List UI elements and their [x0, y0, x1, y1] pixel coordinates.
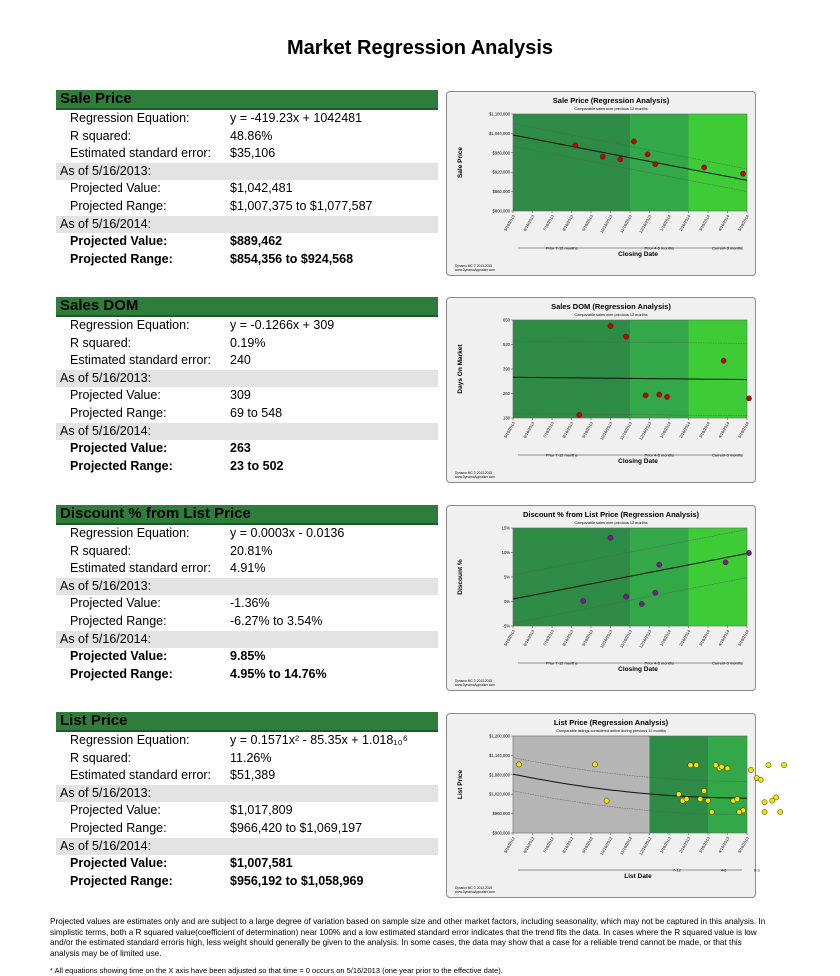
- y-tick-label: $920,000: [492, 169, 510, 175]
- data-point: [737, 809, 742, 814]
- stat-label: As of 5/16/2014:: [60, 216, 152, 231]
- y-tick-label: $960,000: [492, 811, 510, 817]
- date-band-row: [56, 838, 438, 856]
- x-tick-label: 10/16/2012: [599, 836, 614, 856]
- data-point: [741, 171, 746, 176]
- stat-label: Projected Range:: [70, 873, 173, 888]
- stat-label: Projected Value:: [70, 388, 161, 403]
- y-axis-label: List Price: [457, 769, 464, 800]
- data-point: [709, 809, 714, 814]
- stat-label: Estimated standard error:: [70, 768, 212, 783]
- chart-credit-url: www.DynamoAppraiser.com: [455, 890, 495, 894]
- chart-title: List Price (Regression Analysis): [553, 718, 669, 727]
- x-axis-label: Closing Date: [618, 251, 658, 258]
- zone-legend-label: Prior 7-12 months: [545, 452, 578, 458]
- stat-row: [56, 440, 438, 458]
- chart-title: Sale Price (Regression Analysis): [552, 96, 670, 105]
- x-tick-label: 6/16/2013: [522, 629, 536, 647]
- x-tick-label: 7/16/2013: [541, 214, 555, 232]
- y-tick-label: $1,020,000: [489, 791, 510, 797]
- x-tick-label: 10/16/2013: [599, 421, 614, 441]
- page-title: Market Regression Analysis: [286, 37, 554, 59]
- x-tick-label: 6/16/2013: [522, 214, 536, 232]
- date-band-row: [56, 163, 438, 181]
- sales-dom-section: [56, 297, 438, 475]
- stat-row: [56, 405, 438, 423]
- data-point: [618, 157, 623, 162]
- stat-value: $956,192 to $1,058,969: [230, 873, 364, 888]
- zone-legend-label: 4-6: [720, 867, 727, 873]
- stat-label: Projected Value:: [70, 234, 168, 249]
- x-tick-label: 2/16/2014: [678, 421, 692, 439]
- x-tick-label: 5/16/2012: [502, 836, 516, 854]
- stat-label: Estimated standard error:: [70, 146, 212, 161]
- stat-value: y = 0.1571x² - 85.35x + 1.018₁₀⁶: [230, 733, 408, 747]
- stat-row: [56, 335, 438, 353]
- y-tick-label: 650: [503, 317, 510, 323]
- data-point: [516, 762, 521, 767]
- x-tick-label: 1/16/2013: [658, 836, 672, 854]
- x-tick-label: 11/16/2013: [618, 214, 633, 234]
- section-heading-text: Discount % from List Price: [60, 505, 251, 522]
- stat-value: 4.95% to 14.76%: [230, 666, 327, 681]
- stat-row: [56, 802, 438, 820]
- stat-row: [56, 525, 438, 543]
- data-point: [657, 392, 662, 397]
- stat-label: As of 5/16/2013:: [60, 578, 152, 593]
- section-heading-text: Sale Price: [60, 90, 132, 107]
- stat-label: As of 5/16/2013:: [60, 370, 152, 385]
- stat-label: Projected Range:: [70, 251, 173, 266]
- section-heading: [56, 505, 438, 525]
- stat-label: Projected Range:: [70, 405, 167, 420]
- stat-label: Projected Value:: [70, 596, 161, 611]
- data-point: [624, 334, 629, 339]
- y-tick-label: 10%: [501, 550, 510, 555]
- chart-title: Discount % from List Price (Regression Analysis): [522, 510, 700, 519]
- stat-value: y = -0.1266x + 309: [230, 318, 335, 332]
- data-point: [604, 798, 609, 803]
- stat-label: Regression Equation:: [70, 733, 190, 747]
- stat-label: Regression Equation:: [70, 318, 190, 332]
- stat-label: R squared:: [70, 128, 132, 143]
- data-point: [608, 323, 613, 328]
- disclaimer-text: Projected values are estimates only and are subject to a large degree of variation based on sample size and other market factors, including seasonality, which may not be captured in this analysis. In simplistic terms, both a R squared value(coefficient of determination) near 100% and a low estimated standard error indicates that the trend fits the data. In cases where the R squared value is low and/or the estimated standard erroris high, less weight should generally be given to the analysis. In some cases, the data may show that a case for a reliable trend cannot be made, or that this analysis may be of limited use.: [50, 917, 766, 958]
- stat-value: 240: [230, 353, 251, 368]
- stat-row: [56, 198, 438, 216]
- stat-row: [56, 873, 438, 891]
- sales-dom-chart: [446, 297, 756, 483]
- data-point: [600, 154, 605, 159]
- y-tick-label: 5%: [503, 574, 510, 580]
- stat-row: [56, 458, 438, 476]
- data-point: [702, 165, 707, 170]
- chart-zone: [630, 114, 689, 211]
- data-point: [608, 535, 613, 540]
- y-tick-label: 130: [503, 415, 510, 421]
- stat-row: [56, 387, 438, 405]
- x-tick-label: 5/16/2014: [736, 629, 750, 647]
- y-tick-label: $1,140,000: [489, 752, 510, 758]
- stat-row: [56, 750, 438, 768]
- x-tick-label: 4/16/2013: [717, 836, 731, 854]
- x-tick-label: 8/16/2012: [561, 836, 575, 854]
- footnote-text: * All equations showing time on the X axis have been adjusted so that time = 0 occurs on 5/16/2013 (one year prior to the effective date).: [50, 966, 503, 975]
- stat-value: $1,007,375 to $1,077,587: [230, 198, 373, 213]
- data-point: [657, 562, 662, 567]
- chart-zone: [630, 320, 689, 418]
- stat-label: Regression Equation:: [70, 526, 190, 540]
- stat-value: 69 to 548: [230, 405, 283, 420]
- stat-value: y = 0.0003x - 0.0136: [230, 526, 345, 540]
- chart-zone: [630, 528, 689, 626]
- chart-zone: [513, 114, 630, 211]
- zone-legend-label: Current-3 months: [711, 452, 744, 458]
- stat-value: $1,042,481: [230, 181, 293, 196]
- data-point: [746, 550, 751, 555]
- stat-value: $1,007,581: [230, 856, 293, 871]
- chart-subtitle: Comparable listings considered active during previous 12 months: [556, 729, 666, 733]
- data-point: [684, 796, 689, 801]
- data-point: [664, 394, 669, 399]
- x-tick-label: 7/16/2013: [541, 629, 555, 647]
- chart-credit-url: www.DynamoAppraiser.com: [455, 475, 495, 479]
- x-tick-label: 11/16/2013: [618, 629, 633, 649]
- stat-label: As of 5/16/2013:: [60, 785, 152, 800]
- stat-label: As of 5/16/2014:: [60, 423, 152, 438]
- x-tick-label: 12/16/2012: [638, 836, 653, 856]
- stat-row: [56, 128, 438, 146]
- zone-legend-label: Prior 4-6 months: [644, 452, 675, 458]
- data-point: [758, 777, 763, 782]
- data-point: [688, 763, 693, 768]
- date-band-row: [56, 631, 438, 649]
- stat-row: [56, 233, 438, 251]
- stat-label: Projected Range:: [70, 666, 173, 681]
- chart-zone: [689, 528, 748, 626]
- stat-row: [56, 145, 438, 163]
- y-tick-label: 390: [503, 366, 510, 372]
- zone-legend-label: Prior 4-6 months: [644, 245, 675, 251]
- y-tick-label: $1,200,000: [489, 733, 510, 739]
- sale-price-section: [56, 90, 438, 268]
- section-heading: [56, 297, 438, 317]
- stat-row: [56, 666, 438, 684]
- y-tick-label: 15%: [501, 525, 510, 531]
- data-point: [748, 767, 753, 772]
- stat-label: Regression Equation:: [70, 111, 190, 125]
- chart-zone-older: [513, 736, 650, 833]
- y-tick-label: -5%: [502, 623, 510, 629]
- zone-legend-label: Current-3 months: [711, 245, 744, 251]
- chart-svg: [447, 714, 760, 897]
- x-axis-label: Closing Date: [618, 458, 658, 465]
- stat-value: $51,389: [230, 768, 276, 783]
- stat-row: [56, 251, 438, 269]
- sale-price-chart: [446, 91, 756, 276]
- stat-value: 263: [230, 441, 251, 456]
- stat-row: [56, 352, 438, 370]
- chart-subtitle: Comparable sales over previous 12 months: [574, 107, 648, 111]
- data-point: [766, 763, 771, 768]
- x-tick-label: 4/16/2014: [717, 421, 731, 439]
- data-point: [721, 358, 726, 363]
- x-tick-label: 11/16/2012: [618, 836, 633, 856]
- data-point: [774, 795, 779, 800]
- date-band-row: [56, 423, 438, 441]
- stat-label: Projected Value:: [70, 649, 168, 664]
- stat-row: [56, 855, 438, 873]
- stat-row: [56, 595, 438, 613]
- x-tick-label: 12/16/2013: [638, 214, 653, 234]
- data-point: [762, 800, 767, 805]
- stat-row: [56, 732, 438, 750]
- stat-label: Projected Value:: [70, 441, 168, 456]
- zone-legend-label: Prior 7-12 months: [545, 660, 578, 666]
- data-point: [694, 763, 699, 768]
- stat-label: R squared:: [70, 750, 132, 765]
- data-point: [725, 766, 730, 771]
- x-tick-label: 8/16/2013: [561, 214, 575, 232]
- x-tick-label: 12/16/2013: [638, 421, 653, 441]
- x-tick-label: 3/16/2014: [697, 421, 711, 439]
- x-tick-label: 3/16/2014: [697, 629, 711, 647]
- x-tick-label: 2/16/2014: [678, 629, 692, 647]
- stat-row: [56, 180, 438, 198]
- data-point: [573, 143, 578, 148]
- stat-row: [56, 110, 438, 128]
- stat-label: As of 5/16/2013:: [60, 163, 152, 178]
- x-tick-label: 5/16/2013: [736, 836, 750, 854]
- stat-label: As of 5/16/2014:: [60, 631, 152, 646]
- date-band-row: [56, 578, 438, 596]
- y-tick-label: $860,000: [492, 189, 510, 195]
- y-tick-label: 260: [503, 391, 510, 396]
- stat-row: [56, 613, 438, 631]
- section-heading: [56, 712, 438, 732]
- data-point: [702, 788, 707, 793]
- x-tick-label: 2/16/2013: [678, 836, 692, 854]
- data-point: [653, 590, 658, 595]
- chart-credit: Dynamo MC © 2013-2015: [455, 264, 493, 268]
- stat-label: Estimated standard error:: [70, 561, 212, 576]
- chart-subtitle: Comparable sales over previous 12 months: [574, 521, 648, 525]
- stat-value: $966,420 to $1,069,197: [230, 820, 363, 835]
- stat-value: $854,356 to $924,568: [230, 251, 354, 266]
- x-tick-label: 10/16/2013: [599, 629, 614, 649]
- x-tick-label: 1/16/2014: [658, 629, 672, 647]
- x-tick-label: 12/16/2013: [638, 629, 653, 649]
- x-tick-label: 10/16/2013: [599, 214, 614, 234]
- x-tick-label: 6/16/2012: [522, 836, 536, 854]
- chart-zone: [708, 736, 747, 833]
- date-band-row: [56, 785, 438, 803]
- data-point: [762, 809, 767, 814]
- data-point: [631, 139, 636, 144]
- data-point: [643, 393, 648, 398]
- stat-row: [56, 767, 438, 785]
- stat-value: -6.27% to 3.54%: [230, 613, 323, 628]
- stat-value: $889,462: [230, 234, 283, 249]
- y-tick-label: 0%: [503, 599, 510, 604]
- x-tick-label: 1/16/2014: [658, 214, 672, 232]
- x-tick-label: 11/16/2013: [618, 421, 633, 441]
- zone-legend-label: 0-3: [753, 867, 760, 873]
- stat-label: Projected Value:: [70, 856, 168, 871]
- x-tick-label: 1/16/2014: [658, 421, 672, 439]
- stat-value: 23 to 502: [230, 458, 284, 473]
- y-tick-label: $800,000: [492, 208, 510, 214]
- section-heading-text: Sales DOM: [60, 297, 139, 314]
- x-tick-label: 5/16/2014: [736, 421, 750, 439]
- stat-value: $1,017,809: [230, 803, 293, 818]
- chart-svg: [447, 298, 755, 482]
- data-point: [719, 764, 724, 769]
- y-tick-label: $1,080,000: [489, 772, 510, 778]
- x-axis-label: Closing Date: [618, 666, 658, 673]
- data-point: [639, 601, 644, 606]
- x-tick-label: 8/16/2013: [561, 629, 575, 647]
- stat-value: 0.19%: [230, 335, 266, 350]
- chart-zone: [650, 736, 709, 833]
- data-point: [746, 396, 751, 401]
- date-band-row: [56, 216, 438, 234]
- y-axis-label: Sale Price: [457, 146, 464, 179]
- chart-credit: Dynamo MC © 2013-2015: [455, 679, 493, 683]
- x-tick-label: 4/16/2014: [717, 214, 731, 232]
- y-tick-label: $1,040,000: [489, 130, 510, 136]
- x-tick-label: 9/16/2013: [580, 629, 594, 647]
- stat-label: Projected Value:: [70, 803, 161, 818]
- discount-chart: [446, 505, 756, 691]
- stat-label: Projected Range:: [70, 820, 167, 835]
- stat-row: [56, 317, 438, 335]
- y-tick-label: 520: [503, 342, 510, 347]
- date-band-row: [56, 370, 438, 388]
- list-price-section: [56, 712, 438, 890]
- data-point: [705, 798, 710, 803]
- y-tick-label: $980,000: [492, 150, 510, 156]
- stat-label: Projected Range:: [70, 613, 167, 628]
- stat-row: [56, 820, 438, 838]
- stat-row: [56, 543, 438, 561]
- stat-label: Projected Range:: [70, 198, 167, 213]
- chart-zone: [513, 528, 630, 626]
- x-tick-label: 5/16/2014: [736, 214, 750, 232]
- chart-zone: [513, 320, 630, 418]
- x-tick-label: 9/16/2013: [580, 214, 594, 232]
- x-tick-label: 5/16/2013: [502, 421, 516, 439]
- chart-zone: [689, 114, 748, 211]
- list-price-chart: [446, 713, 760, 898]
- stat-label: Projected Value:: [70, 181, 161, 196]
- zone-legend-label: Current-3 months: [711, 660, 744, 666]
- chart-credit-url: www.DynamoAppraiser.com: [455, 683, 495, 687]
- x-tick-label: 9/16/2013: [580, 421, 594, 439]
- y-tick-label: $1,100,000: [489, 111, 510, 117]
- stat-value: 309: [230, 388, 251, 403]
- chart-credit: Dynamo MC © 2013-2015: [455, 471, 493, 475]
- data-point: [778, 809, 783, 814]
- data-point: [698, 796, 703, 801]
- stat-label: Projected Range:: [70, 458, 173, 473]
- data-point: [592, 762, 597, 767]
- data-point: [653, 162, 658, 167]
- chart-credit: Dynamo MC © 2013-2015: [455, 886, 493, 890]
- chart-svg: [447, 92, 755, 275]
- x-tick-label: 6/16/2013: [522, 421, 536, 439]
- stat-value: 20.81%: [230, 543, 273, 558]
- chart-svg: [447, 506, 755, 690]
- data-point: [781, 763, 786, 768]
- data-point: [577, 412, 582, 417]
- x-tick-label: 7/16/2013: [541, 421, 555, 439]
- chart-credit-url: www.DynamoAppraiser.com: [455, 268, 495, 272]
- stat-value: 4.91%: [230, 561, 266, 576]
- stat-label: R squared:: [70, 543, 132, 558]
- x-tick-label: 7/16/2012: [541, 836, 555, 854]
- x-tick-label: 3/16/2014: [697, 214, 711, 232]
- x-tick-label: 2/16/2014: [678, 214, 692, 232]
- stat-row: [56, 648, 438, 666]
- zone-legend-label: Prior 4-6 months: [644, 660, 675, 666]
- chart-title: Sales DOM (Regression Analysis): [551, 302, 671, 311]
- x-tick-label: 5/16/2013: [502, 629, 516, 647]
- y-tick-label: $900,000: [492, 830, 510, 836]
- stat-value: 9.85%: [230, 649, 266, 664]
- stat-value: 11.26%: [230, 750, 272, 765]
- stat-value: $35,106: [230, 146, 276, 161]
- stat-value: -1.36%: [230, 596, 270, 611]
- zone-legend-label: Prior 7-12 months: [545, 245, 578, 251]
- stat-row: [56, 560, 438, 578]
- data-point: [581, 598, 586, 603]
- chart-zone: [689, 320, 748, 418]
- data-point: [624, 594, 629, 599]
- chart-subtitle: Comparable sales over previous 12 months: [574, 313, 648, 317]
- x-tick-label: 9/16/2012: [580, 836, 594, 854]
- stat-label: As of 5/16/2014:: [60, 838, 152, 853]
- data-point: [676, 792, 681, 797]
- zone-legend-label: 7-12: [672, 867, 681, 873]
- data-point: [735, 796, 740, 801]
- y-axis-label: Discount %: [457, 559, 464, 595]
- x-axis-label: List Date: [624, 873, 652, 880]
- data-point: [723, 560, 728, 565]
- x-tick-label: 4/16/2014: [717, 629, 731, 647]
- x-tick-label: 5/16/2013: [502, 214, 516, 232]
- stat-value: y = -419.23x + 1042481: [230, 111, 363, 125]
- x-tick-label: 3/16/2013: [697, 836, 711, 854]
- x-tick-label: 8/16/2013: [561, 421, 575, 439]
- discount-section: [56, 505, 438, 683]
- section-heading-text: List Price: [60, 712, 128, 729]
- y-axis-label: Days On Market: [457, 344, 464, 394]
- data-point: [645, 152, 650, 157]
- stat-value: 48.86%: [230, 128, 273, 143]
- section-heading: [56, 90, 438, 110]
- stat-label: Estimated standard error:: [70, 353, 212, 368]
- stat-label: R squared:: [70, 335, 132, 350]
